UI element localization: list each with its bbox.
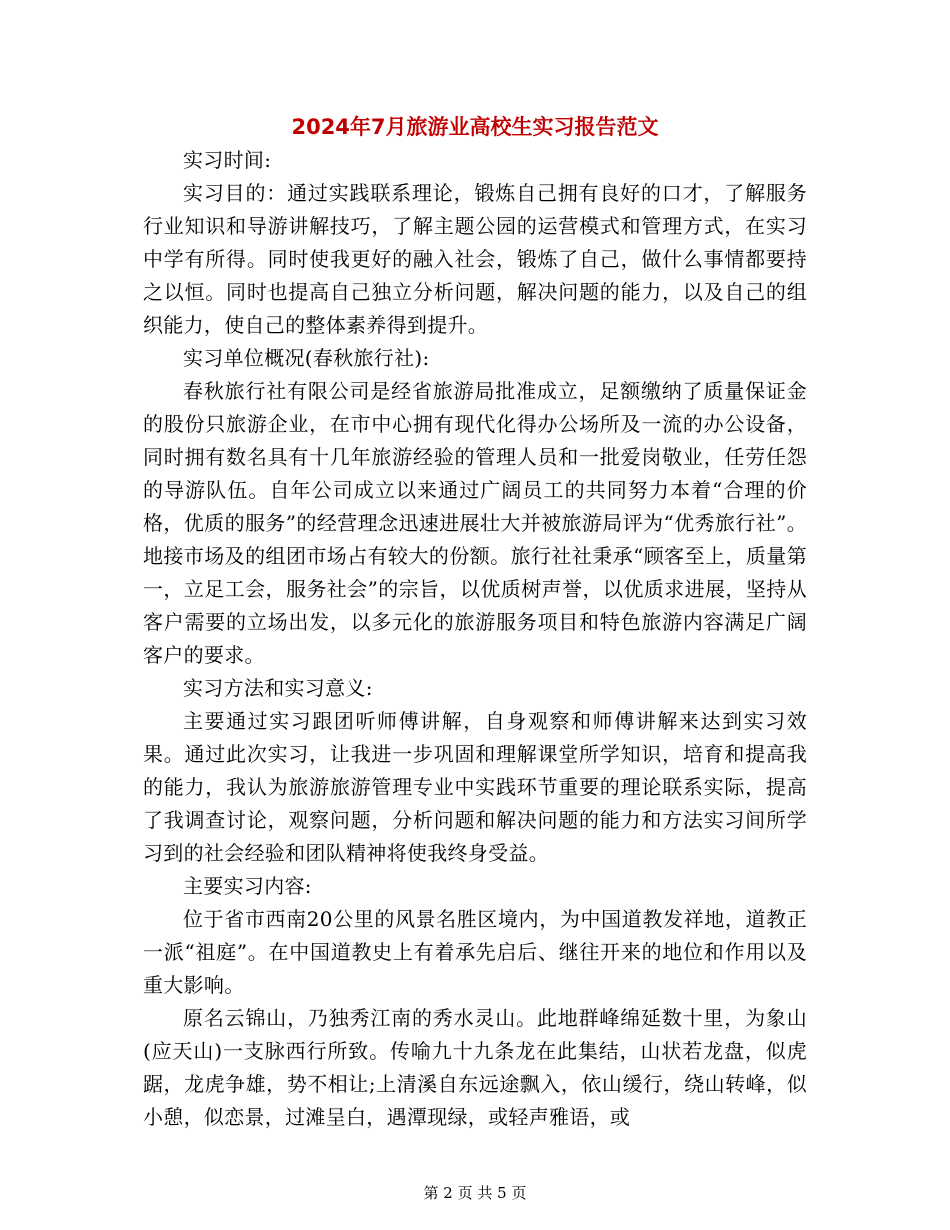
paragraph-internship-purpose: 实习目的：通过实践联系理论，锻炼自己拥有良好的口才，了解服务行业知识和导游讲解技巧，了解主题公园的运营模式和管理方式，在实习中学有所得。同时使我更好的融入社会，锻炼了自己，做什么事情都要持之以恒。同时也提高自己独立分析问题，解决问题的能力，以及自己的组织能力，使自己的整体素养得到提升。 [143,181,807,337]
paragraph-method-content: 主要通过实习跟团听师傅讲解，自身观察和师傅讲解来达到实习效果。通过此次实习，让我进一步巩固和理解课堂所学知识，培育和提高我的能力，我认为旅游旅游管理专业中实践环节重要的理论联系实际，提高了我调查讨论，观察问题，分析问题和解决问题的能力和方法实习间所学习到的社会经验和团队精神将使我终身受益。 [143,709,807,865]
paragraph-unit-heading: 实习单位概况(春秋旅行社): [183,346,430,370]
document-title: 2024年7月旅游业高校生实习报告范文 [291,115,659,139]
paragraph-content-heading: 主要实习内容: [183,874,312,898]
page-number-footer: 第 2 页 共 5 页 [423,1184,527,1202]
paragraph-internship-time: 实习时间: [183,148,272,172]
paragraph-location: 位于省市西南20公里的风景名胜区境内，为中国道教发祥地，道教正一派“祖庭”。在中国道教史上有着承先启后、继往开来的地位和作用以及重大影响。 [143,907,807,997]
paragraph-mountain: 原名云锦山，乃独秀江南的秀水灵山。此地群峰绵延数十里，为象山(应天山)一支脉西行所致。传喻九十九条龙在此集结，山状若龙盘，似虎踞，龙虎争雄，势不相让;上清溪自东远途飘入，依山缓行，绕山转峰，似小憩，似恋景，过滩呈白，遇潭现绿，或轻声雅语，或 [143,1006,807,1129]
paragraph-method-heading: 实习方法和实习意义: [183,676,373,700]
document-body [143,100,807,1134]
paragraph-unit-overview: 春秋旅行社有限公司是经省旅游局批准成立，足额缴纳了质量保证金的股份只旅游企业，在市中心拥有现代化得办公场所及一流的办公设备，同时拥有数名具有十几年旅游经验的管理人员和一批爱岗敬业，任劳任怨的导游队伍。自年公司成立以来通过广阔员工的共同努力本着“合理的价格，优质的服务”的经营理念迅速进展壮大并被旅游局评为“优秀旅行社”。地接市场及的组团市场占有较大的份额。旅行社社秉承“顾客至上，质量第一，立足工会，服务社会”的宗旨，以优质树声誉，以优质求进展，坚持从客户需要的立场出发，以多元化的旅游服务项目和特色旅游内容满足广阔客户的要求。 [143,379,807,667]
